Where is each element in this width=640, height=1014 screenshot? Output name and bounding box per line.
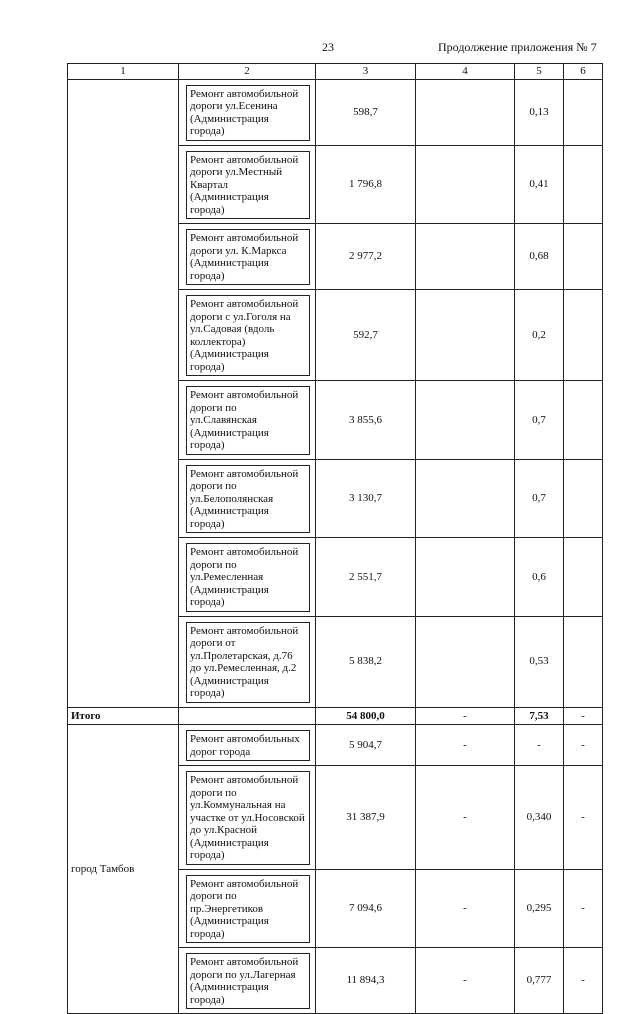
col4-cell bbox=[416, 381, 515, 460]
appendix-table bbox=[67, 63, 603, 1014]
row-description: Ремонт автомобильной дороги по ул.Белополянская (Администрация города) bbox=[186, 465, 310, 534]
total-col4: - bbox=[416, 707, 515, 725]
length-cell: 0,6 bbox=[515, 538, 564, 617]
continuation-note: Продолжение приложения № 7 bbox=[438, 40, 597, 54]
column-header: 5 bbox=[515, 64, 564, 80]
col6-cell bbox=[564, 79, 603, 145]
col6-cell bbox=[564, 224, 603, 290]
column-header: 4 bbox=[416, 64, 515, 80]
col6-cell bbox=[564, 145, 603, 224]
row-description: Ремонт автомобильной дороги от ул.Пролетарская, д.76 до ул.Ремесленная, д.2 (Администрация города) bbox=[186, 622, 310, 703]
row-description: Ремонт автомобильной дороги ул. К.Маркса (Администрация города) bbox=[186, 229, 310, 285]
length-cell: 0,53 bbox=[515, 616, 564, 707]
row-description: Ремонт автомобильной дороги ул.Есенина (Администрация города) bbox=[186, 85, 310, 141]
length-cell: 0,340 bbox=[515, 766, 564, 870]
row-description: Ремонт автомобильной дороги по ул.Славянская (Администрация города) bbox=[186, 386, 310, 455]
total-col6: - bbox=[564, 707, 603, 725]
col6-cell: - bbox=[564, 766, 603, 870]
col4-cell: - bbox=[416, 725, 515, 766]
col4-cell bbox=[416, 459, 515, 538]
row-description: Ремонт автомобильных дорог города bbox=[186, 730, 310, 761]
row-description: Ремонт автомобильной дороги по ул.Ремесленная (Администрация города) bbox=[186, 543, 310, 612]
col4-cell: - bbox=[416, 948, 515, 1014]
amount-cell: 598,7 bbox=[316, 79, 416, 145]
length-cell: 0,2 bbox=[515, 290, 564, 381]
page-number: 23 bbox=[322, 40, 334, 54]
table-row bbox=[68, 79, 603, 145]
column-header: 1 bbox=[68, 64, 179, 80]
total-row bbox=[68, 707, 603, 725]
length-cell: 0,68 bbox=[515, 224, 564, 290]
col6-cell: - bbox=[564, 869, 603, 948]
total-empty-cell bbox=[179, 707, 316, 725]
amount-cell: 11 894,3 bbox=[316, 948, 416, 1014]
empty-group-cell bbox=[68, 79, 179, 707]
row-description: Ремонт автомобильной дороги по ул.Коммунальная на участке от ул.Носовской до ул.Красной (Администрация города) bbox=[186, 771, 310, 865]
amount-cell: 31 387,9 bbox=[316, 766, 416, 870]
column-header: 2 bbox=[179, 64, 316, 80]
col6-cell: - bbox=[564, 725, 603, 766]
length-cell: 0,13 bbox=[515, 79, 564, 145]
length-cell: - bbox=[515, 725, 564, 766]
total-label: Итого bbox=[68, 707, 179, 725]
amount-cell: 3 130,7 bbox=[316, 459, 416, 538]
amount-cell: 592,7 bbox=[316, 290, 416, 381]
row-description: Ремонт автомобильной дороги с ул.Гоголя на ул.Садовая (вдоль коллектора) (Администрация города) bbox=[186, 295, 310, 376]
length-cell: 0,777 bbox=[515, 948, 564, 1014]
col4-cell bbox=[416, 616, 515, 707]
column-header: 3 bbox=[316, 64, 416, 80]
column-number-row bbox=[68, 64, 603, 80]
col4-cell bbox=[416, 224, 515, 290]
amount-cell: 5 838,2 bbox=[316, 616, 416, 707]
col6-cell: - bbox=[564, 948, 603, 1014]
total-amount: 54 800,0 bbox=[316, 707, 416, 725]
col6-cell bbox=[564, 290, 603, 381]
col6-cell bbox=[564, 616, 603, 707]
col4-cell: - bbox=[416, 766, 515, 870]
column-header: 6 bbox=[564, 64, 603, 80]
row-description: Ремонт автомобильной дороги по ул.Лагерная (Администрация города) bbox=[186, 953, 310, 1009]
city-cell: город Тамбов bbox=[68, 725, 179, 1014]
amount-cell: 3 855,6 bbox=[316, 381, 416, 460]
length-cell: 0,7 bbox=[515, 381, 564, 460]
length-cell: 0,295 bbox=[515, 869, 564, 948]
col4-cell bbox=[416, 79, 515, 145]
length-cell: 0,7 bbox=[515, 459, 564, 538]
col6-cell bbox=[564, 459, 603, 538]
col4-cell bbox=[416, 538, 515, 617]
col4-cell: - bbox=[416, 869, 515, 948]
total-length: 7,53 bbox=[515, 707, 564, 725]
table-row bbox=[68, 725, 603, 766]
col6-cell bbox=[564, 538, 603, 617]
amount-cell: 2 977,2 bbox=[316, 224, 416, 290]
row-description: Ремонт автомобильной дороги по пр.Энергетиков (Администрация города) bbox=[186, 875, 310, 944]
col4-cell bbox=[416, 290, 515, 381]
col4-cell bbox=[416, 145, 515, 224]
amount-cell: 2 551,7 bbox=[316, 538, 416, 617]
col6-cell bbox=[564, 381, 603, 460]
amount-cell: 1 796,8 bbox=[316, 145, 416, 224]
row-description: Ремонт автомобильной дороги ул.Местный Квартал (Администрация города) bbox=[186, 151, 310, 220]
length-cell: 0,41 bbox=[515, 145, 564, 224]
amount-cell: 5 904,7 bbox=[316, 725, 416, 766]
amount-cell: 7 094,6 bbox=[316, 869, 416, 948]
